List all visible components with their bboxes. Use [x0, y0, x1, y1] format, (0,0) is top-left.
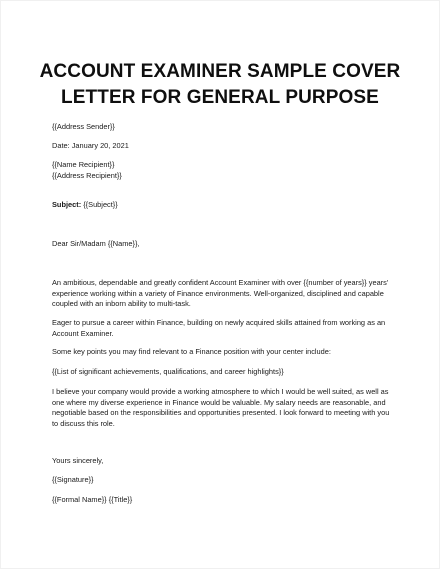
title-line-1: ACCOUNT EXAMINER SAMPLE COVER: [39, 61, 401, 82]
paragraph-intro: An ambitious, dependable and greatly confident Account Examiner with over {{number of years}} years' experience working within a variety of Finance environments. Well-organized, disciplined and capable coupled with an inborn ability to multi-task.: [52, 278, 389, 309]
formal-name: {{Formal Name}} {{Title}}: [52, 495, 133, 504]
salutation: Dear Sir/Madam {{Name}},: [52, 239, 140, 248]
paragraph-achievements: {{List of significant achievements, qualifications, and career highlights}}: [52, 367, 284, 376]
recipient-name: {{Name Recipient}}: [52, 160, 115, 169]
page-title: [21, 59, 419, 111]
paragraph-closing-statement: I believe your company would provide a working atmosphere to which I would be well suited, as well as one where my diverse experience in Finance would be valuable. My salary needs are reasonable, and negotiable based on the responsibilities and opportunities presented. I look forward to meeting with you to discuss this role.: [52, 387, 390, 428]
paragraph-key-points: Some key points you may find relevant to a Finance position with your center include:: [52, 347, 331, 356]
closing: Yours sincerely,: [52, 456, 104, 465]
subject-line: [52, 200, 407, 211]
title-line-2: LETTER FOR GENERAL PURPOSE: [61, 87, 379, 108]
subject-value: {{Subject}}: [81, 200, 118, 209]
recipient-address: {{Address Recipient}}: [52, 171, 122, 180]
subject-label: Subject:: [52, 200, 82, 209]
letter-date: Date: January 20, 2021: [52, 141, 129, 150]
sender-address: {{Address Sender}}: [52, 122, 115, 131]
signature: {{Signature}}: [52, 475, 94, 484]
paragraph-career: Eager to pursue a career within Finance, building on newly acquired skills attained from working as an Account Examiner.: [52, 318, 386, 338]
